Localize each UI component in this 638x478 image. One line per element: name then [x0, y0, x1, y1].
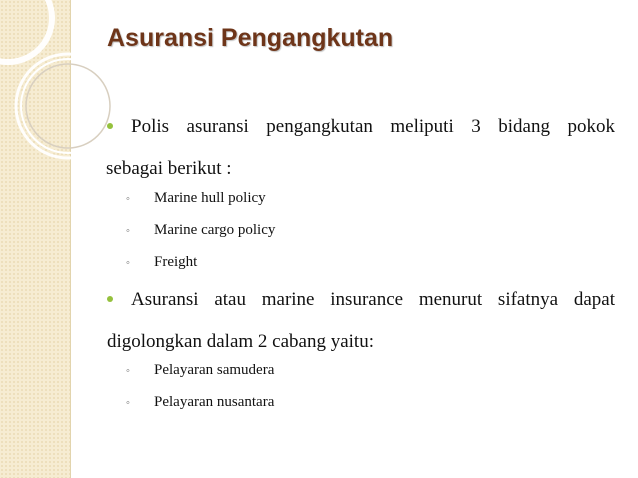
sub-bullet-icon: ◦: [126, 193, 130, 205]
bullet-paragraph-2: [107, 279, 615, 363]
list-item: ◦ Pelayaran nusantara: [126, 394, 275, 410]
sub-bullet-icon: ◦: [126, 225, 130, 237]
list-item: ◦ Marine cargo policy: [126, 222, 276, 238]
bullet-1-line2: sebagai berikut :: [106, 158, 232, 179]
bullet-2-line1: Asuransi atau marine insurance menurut sifatnya dapat: [131, 289, 615, 310]
sub-bullet-icon: ◦: [126, 257, 130, 269]
list-item: ◦ Pelayaran samudera: [126, 362, 275, 378]
bullet-paragraph-1: [107, 106, 615, 190]
bullet-1-line1: Polis asuransi pengangkutan meliputi 3 bidang pokok: [131, 116, 615, 137]
sub-bullet-icon: ◦: [126, 397, 130, 409]
sub-bullet-icon: ◦: [126, 365, 130, 377]
bullet-2-line2: digolongkan dalam 2 cabang yaitu:: [107, 331, 374, 352]
decorative-circles-icon: [0, 0, 140, 478]
slide-title: Asuransi Pengangkutan: [107, 24, 394, 52]
list-item: ◦ Freight: [126, 254, 198, 270]
list-item: ◦ Marine hull policy: [126, 190, 266, 206]
bullet-icon: [107, 123, 113, 129]
bullet-icon: [107, 296, 113, 302]
